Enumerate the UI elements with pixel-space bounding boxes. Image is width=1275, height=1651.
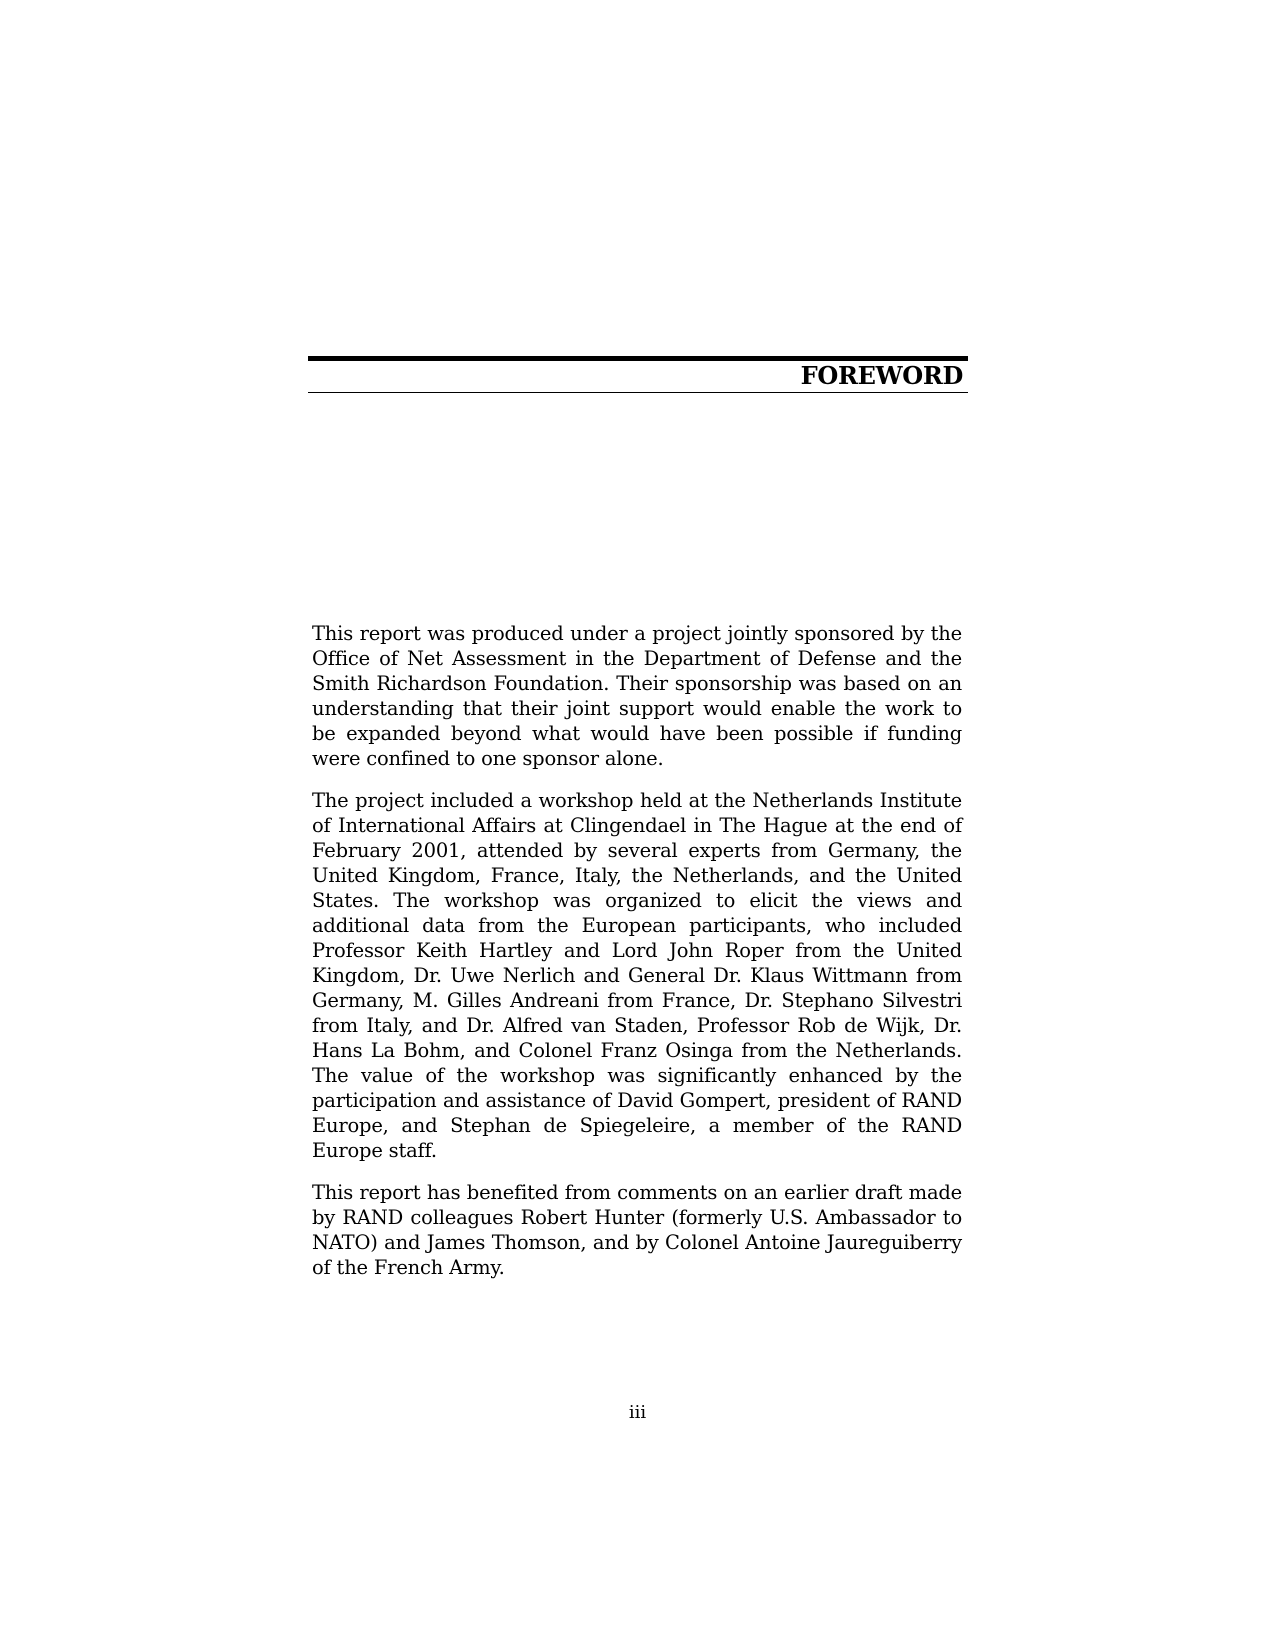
paragraph-acknowledgments: This report has benefited from comments on an earlier draft made by RAND colleagues Robert Hunter (formerly U.S. Ambassador to NATO) and James Thomson, and by Colonel Antoine Jaureguiberry of the French Army. (312, 1181, 962, 1279)
paragraph-workshop: The project included a workshop held at the Netherlands Institute of International Affairs at Clingendael in The Hague at the end of February 2001, attended by several experts from Germany, the United Kingdom, France, Italy, the Netherlands, and the United States. The workshop was organized to elicit the views and additional data from the European participants, who included Professor Keith Hartley and Lord John Roper from the United Kingdom, Dr. Uwe Nerlich and General Dr. Klaus Wittmann from Germany, M. Gilles Andreani from France, Dr. Stephano Silvestri from Italy, and Dr. Alfred van Staden, Professor Rob de Wijk, Dr. Hans La Bohm, and Colonel Franz Osinga from the Netherlands. The value of the workshop was significantly enhanced by the participation and assistance of David Gompert, president of RAND Europe, and Stephan de Spiegeleire, a member of the RAND Europe staff. (312, 789, 962, 1162)
heading-rule-bottom (308, 392, 968, 393)
page-title: FOREWORD (800, 361, 963, 390)
paragraph-sponsorship: This report was produced under a project jointly sponsored by the Office of Net Assessment in the Department of Defense and the Smith Richardson Foundation. Their sponsorship was based on an understanding that their joint support would enable the work to be expanded beyond what would have been possible if funding were confined to one sponsor alone. (312, 622, 962, 770)
foreword-body (312, 621, 962, 1297)
page-number: iii (628, 1402, 647, 1423)
